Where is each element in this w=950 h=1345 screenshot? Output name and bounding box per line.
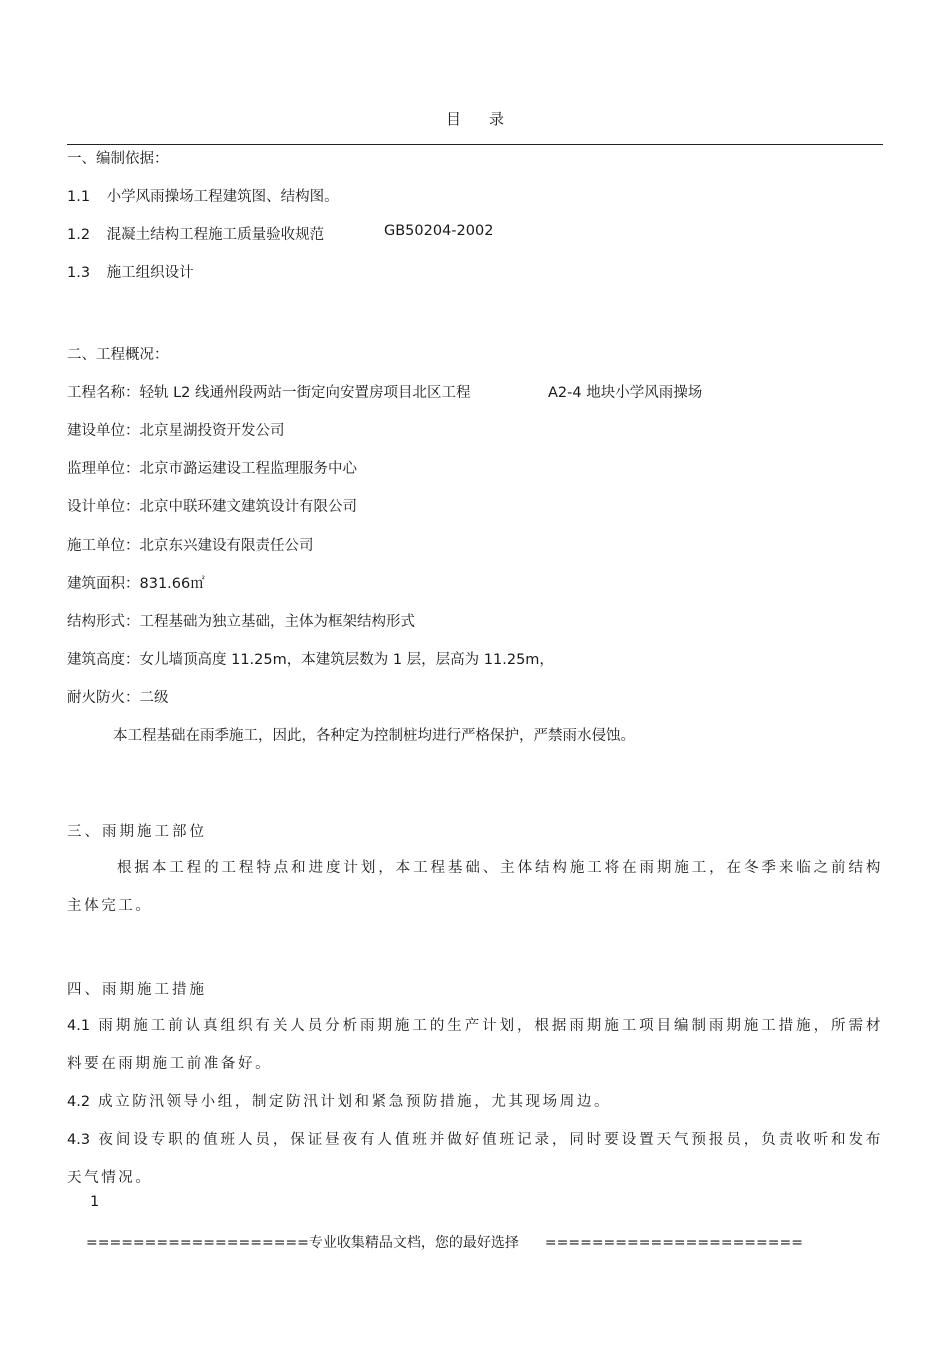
info-value: 北京市潞运建设工程监理服务中心 (139, 461, 357, 477)
section3-paragraph: 根据本工程的工程特点和进度计划，本工程基础、主体结构施工将在雨期施工，在冬季来临之前结构主体完工。 (67, 860, 883, 914)
project-name-label: 工程名称： (67, 385, 140, 401)
item-number: 4.1 (67, 1018, 91, 1034)
item-text: 雨期施工前认真组织有关人员分析雨期施工的生产计划，根据雨期施工项目编制雨期施工措施，所需材料要在雨期施工前准备好。 (67, 1018, 883, 1072)
item-number: 4.3 (67, 1132, 91, 1148)
title-right-char: 录 (489, 110, 505, 128)
section1-item (67, 223, 324, 244)
info-row (67, 495, 357, 516)
info-row (67, 648, 554, 669)
item-text: 施工组织设计 (106, 265, 194, 281)
item-number: 4.2 (67, 1094, 91, 1110)
item-text: 夜间设专职的值班人员，保证昼夜有人值班并做好值班记录，同时要设置天气预报员，负责收听和发布天气情况。 (67, 1132, 883, 1186)
footer (86, 1232, 803, 1252)
info-value: 二级 (139, 690, 169, 706)
section1-heading: 一、编制依据： (67, 151, 169, 167)
info-value: 北京东兴建设有限责任公司 (139, 538, 314, 554)
title-left-char: 目 (445, 110, 461, 128)
page-title (0, 108, 950, 129)
project-name-value: 轻轨 L2 线通州段两站一街定向安置房项目北区工程 (139, 385, 471, 401)
info-label: 建筑面积： (67, 576, 140, 592)
section2-note: 本工程基础在雨季施工，因此，各种定为控制桩均进行严格保护，严禁雨水侵蚀。 (113, 728, 635, 744)
section4-item (67, 1083, 883, 1121)
info-row (67, 572, 205, 593)
info-value: 工程基础为独立基础，主体为框架结构形式 (139, 614, 415, 630)
info-label: 建设单位： (67, 423, 140, 439)
item-number: 1.2 (67, 227, 91, 243)
info-label: 耐火防火： (67, 690, 140, 706)
project-name-row (67, 381, 471, 402)
item-number: 1.3 (67, 265, 91, 281)
standard-code: GB50204-2002 (384, 223, 494, 239)
info-value: 北京中联环建文建筑设计有限公司 (139, 499, 357, 515)
info-row (67, 534, 314, 555)
section2-heading: 二、工程概况： (67, 347, 169, 363)
footer-right-rule: ====================== (544, 1235, 803, 1251)
info-label: 建筑高度： (67, 652, 140, 668)
section1-item (67, 261, 194, 282)
info-label: 设计单位： (67, 499, 140, 515)
info-row (67, 457, 357, 478)
info-row (67, 610, 415, 631)
info-label: 施工单位： (67, 538, 140, 554)
info-value: 北京星湖投资开发公司 (139, 423, 285, 439)
footer-text: 专业收集精品文档，您的最好选择 (308, 1235, 519, 1251)
section4-heading: 四、雨期施工措施 (67, 982, 207, 998)
page-number: 1 (90, 1194, 100, 1210)
section4-item (67, 1121, 883, 1197)
info-row (67, 419, 285, 440)
item-number: 1.1 (67, 189, 91, 205)
info-value: 女儿墙顶高度 11.25m，本建筑层数为 1 层，层高为 11.25m， (139, 652, 554, 668)
title-divider (67, 144, 883, 145)
project-name-suffix: A2-4 地块小学风雨操场 (548, 385, 703, 401)
section3-heading: 三、雨期施工部位 (67, 824, 207, 840)
info-label: 结构形式： (67, 614, 140, 630)
info-label: 监理单位： (67, 461, 140, 477)
item-text: 小学风雨操场工程建筑图、结构图。 (106, 189, 339, 205)
item-text: 成立防汛领导小组，制定防汛计划和紧急预防措施，尤其现场周边。 (98, 1094, 612, 1110)
footer-left-rule: =================== (86, 1235, 309, 1251)
section4-item (67, 1007, 883, 1083)
info-value: 831.66㎡ (139, 576, 205, 592)
info-row (67, 686, 169, 707)
section1-item (67, 185, 339, 206)
item-text: 混凝土结构工程施工质量验收规范 (106, 227, 325, 243)
